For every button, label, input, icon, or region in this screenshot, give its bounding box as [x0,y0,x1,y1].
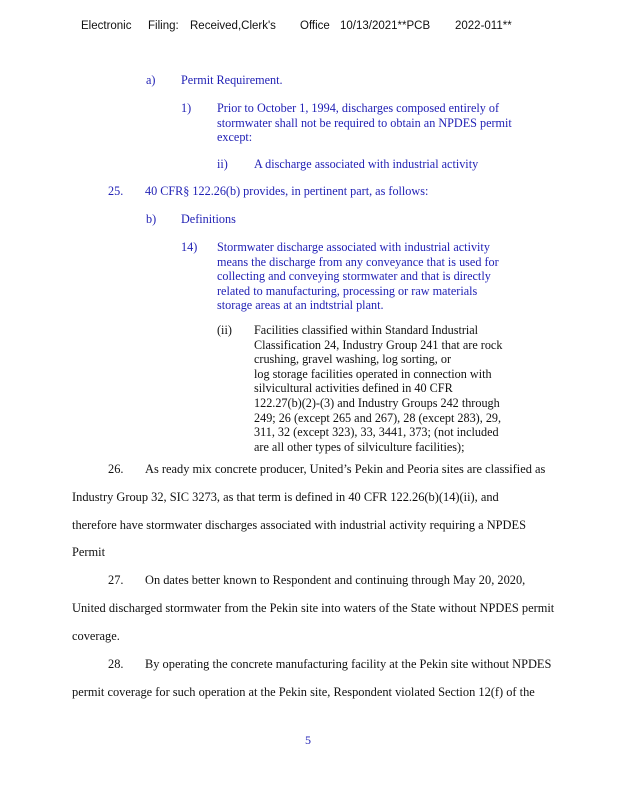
quote-ii-label: ii) [217,157,228,171]
quote-ii-line: crushing, gravel washing, log sorting, or [254,352,451,367]
quote-ii-line: 122.27(b)(2)-(3) and Industry Groups 242 through [254,395,500,410]
para-28-line: permit coverage for such operation at the Pekin site, Respondent violated Section 12(f) of the [72,685,535,699]
quote-a-label: a) [146,73,156,87]
para-27-line: On dates better known to Respondent and continuing through May 20, 2020, [145,573,526,587]
page-number: 5 [305,733,311,747]
quote-14-line: storage areas at an indtstrial plant. [217,298,384,313]
quote-14-line: related to manufacturing, processing or raw materials [217,283,478,298]
quote-1-label: 1) [181,101,192,115]
header-filing: Filing: [148,20,179,32]
header-date: 10/13/2021**PCB [340,20,431,32]
para-26-line: As ready mix concrete producer, United’s Pekin and Peoria sites are classified as [145,462,546,476]
quote-b-text: Definitions [181,212,236,226]
quote-1-text [217,101,512,145]
para-28-line: By operating the concrete manufacturing facility at the Pekin site without NPDES [145,657,552,671]
para-25-number: 25. [108,184,124,198]
quote-ii-line: 311, 32 (except 323), 33, 3441, 373; (not included [254,425,499,440]
para-27-line: coverage. [72,629,120,643]
quote-ii-line: are all other types of silviculture facilities); [254,439,465,454]
header-office: Office [300,20,330,32]
quote-1-line: stormwater shall not be required to obtain an NPDES permit [217,115,512,130]
quote-14-line: collecting and conveying stormwater and that is directly [217,269,491,284]
quote-ii-sub-text [254,323,502,454]
para-25-text: 40 CFR§ 122.26(b) provides, in pertinent part, as follows: [145,184,429,198]
header-received: Received,Clerk's [190,20,276,32]
para-27-number: 27. [108,573,124,587]
quote-ii-line: 249; 26 (except 265 and 267), 28 (except 283), 29, [254,410,502,425]
quote-14-text [217,240,499,313]
para-26-line: therefore have stormwater discharges associated with industrial activity requiring a NPDES [72,518,526,532]
quote-ii-text: A discharge associated with industrial activity [254,157,479,171]
quote-1-line: except: [217,130,253,145]
quote-14-label: 14) [181,240,198,254]
header-docket: 2022-011** [455,20,512,32]
quote-14-line: means the discharge from any conveyance that is used for [217,254,499,269]
para-26-number: 26. [108,462,124,476]
header-electronic: Electronic [81,20,132,32]
para-26-line: Permit [72,545,106,559]
quote-ii-sub-label: (ii) [217,323,232,337]
quote-1-line: Prior to October 1, 1994, discharges composed entirely of [217,101,500,115]
quote-a-text: Permit Requirement. [181,73,283,87]
quote-ii-line: silvicultural activities defined in 40 CFR [254,381,453,396]
para-26-line: Industry Group 32, SIC 3273, as that term is defined in 40 CFR 122.26(b)(14)(ii), and [72,490,499,504]
para-28-number: 28. [108,657,124,671]
quote-ii-line: Classification 24, Industry Group 241 that are rock [254,337,503,352]
quote-b-label: b) [146,212,157,226]
quote-14-line: Stormwater discharge associated with industrial activity [217,240,490,254]
para-27-line: United discharged stormwater from the Pekin site into waters of the State without NPDES permit [72,601,555,615]
quote-ii-line: Facilities classified within Standard Industrial [254,323,479,337]
quote-ii-line: log storage facilities operated in connection with [254,366,492,381]
